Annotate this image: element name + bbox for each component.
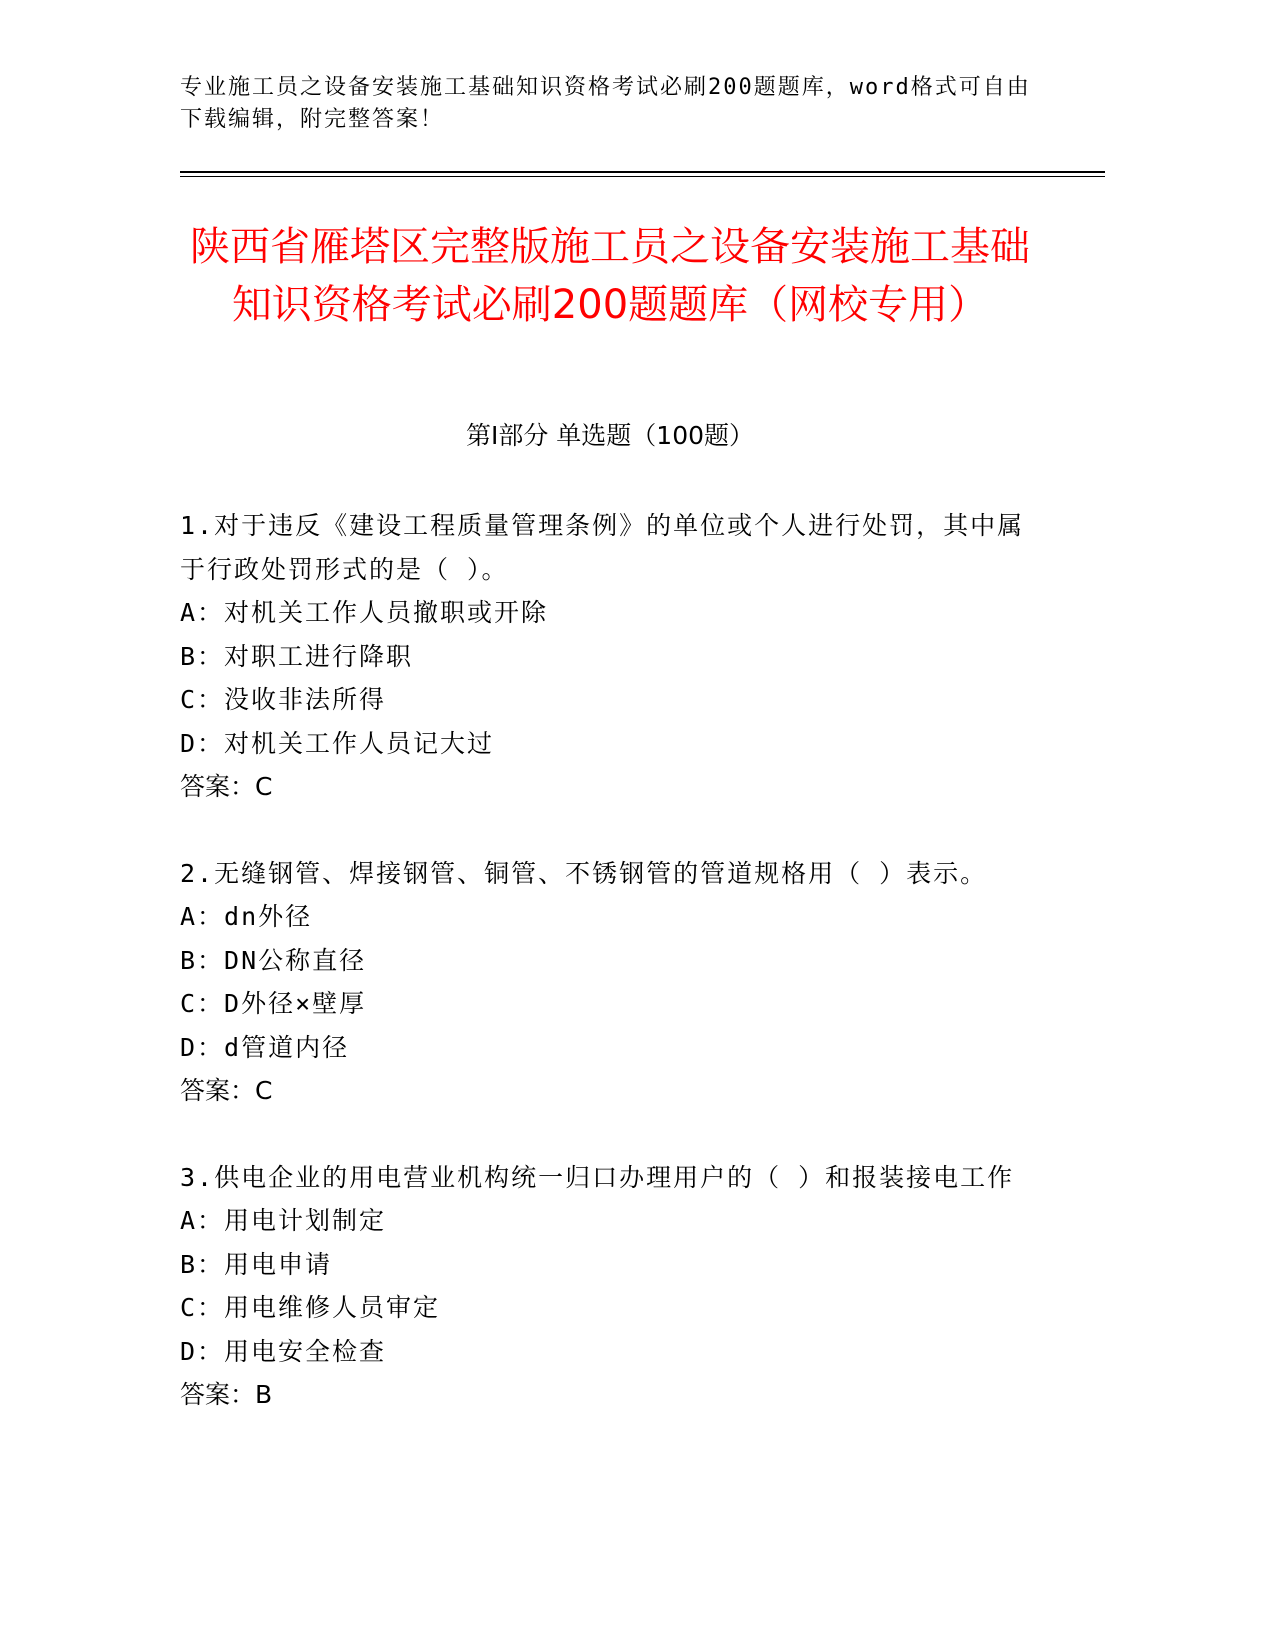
question-2 <box>180 852 1040 1113</box>
option-b: B：对职工进行降职 <box>180 641 414 671</box>
option-a: A：dn外径 <box>180 902 313 931</box>
question-stem: 1.对于违反《建设工程质量管理条例》的单位或个人进行处罚，其中属于行政处罚形式的是（ ）。 <box>180 511 1025 584</box>
header-divider-thin <box>180 176 1105 177</box>
question-list <box>180 504 1040 1460</box>
option-c: C：D外径×壁厚 <box>180 989 367 1018</box>
section-heading: 第I部分 单选题（100题） <box>465 421 755 450</box>
document-title: 陕西省雁塔区完整版施工员之设备安装施工基础知识资格考试必刷200题题库（网校专用） <box>190 224 1030 328</box>
option-b: B：DN公称直径 <box>180 945 367 975</box>
option-a: A：用电计划制定 <box>180 1206 387 1235</box>
option-d: D：用电安全检查 <box>180 1336 387 1366</box>
document-header-note: 专业施工员之设备安装施工基础知识资格考试必刷200题题库，word格式可自由下载编辑，附完整答案！ <box>180 75 1031 132</box>
answer: 答案：B <box>180 1380 273 1409</box>
question-3 <box>180 1156 1040 1417</box>
option-d: D：对机关工作人员记大过 <box>180 728 495 758</box>
option-d: D：d管道内径 <box>180 1032 350 1062</box>
answer: 答案：C <box>180 1076 273 1105</box>
answer: 答案：C <box>180 772 273 801</box>
question-stem: 3.供电企业的用电营业机构统一归口办理用户的（ ）和报装接电工作 <box>180 1162 1015 1192</box>
header-divider-thick <box>180 171 1105 173</box>
question-1 <box>180 504 1040 809</box>
question-stem: 2.无缝钢管、焊接钢管、铜管、不锈钢管的管道规格用（ ）表示。 <box>180 858 988 888</box>
option-a: A：对机关工作人员撤职或开除 <box>180 598 549 627</box>
option-c: C：用电维修人员审定 <box>180 1293 441 1322</box>
option-b: B：用电申请 <box>180 1249 333 1279</box>
option-c: C：没收非法所得 <box>180 685 387 714</box>
